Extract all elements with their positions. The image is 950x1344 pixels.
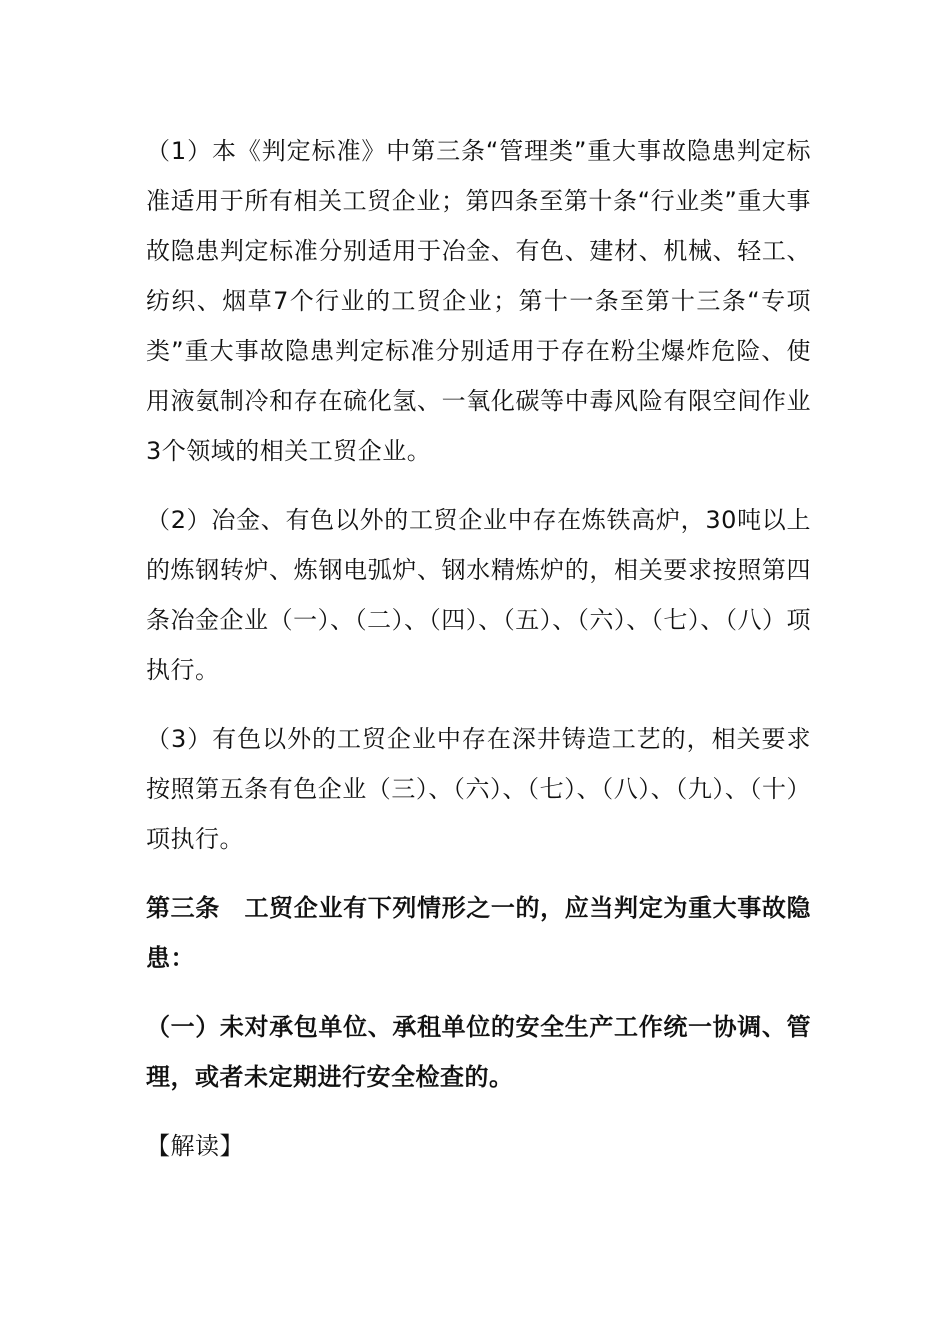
paragraph-scope-note-1: （1）本《判定标准》中第三条“管理类”重大事故隐患判定标准适用于所有相关工贸企业；第四条至第十条“行业类”重大事故隐患判定标准分别适用于冶金、有色、建材、机械、轻工、纺织、烟草7个行业的工贸企业；第十一条至第十三条“专项类”重大事故隐患判定标准分别适用于存在粉尘爆炸危险、使用液氨制冷和存在硫化氢、一氧化碳等中毒风险有限空间作业3个领域的相关工贸企业。 [146, 137, 811, 465]
article-three-item-one: （一）未对承包单位、承租单位的安全生产工作统一协调、管理，或者未定期进行安全检查的。 [146, 1013, 811, 1091]
document-body [146, 126, 811, 1190]
interpretation-label: 【解读】 [146, 1132, 244, 1160]
paragraph-scope-note-2: （2）冶金、有色以外的工贸企业中存在炼铁高炉，30吨以上的炼钢转炉、炼钢电弧炉、钢水精炼炉的，相关要求按照第四条冶金企业（一）、（二）、（四）、（五）、（六）、（七）、（八）项执行。 [146, 506, 811, 684]
article-three-heading: 第三条 工贸企业有下列情形之一的，应当判定为重大事故隐患： [146, 894, 811, 972]
paragraph-scope-note-3: （3）有色以外的工贸企业中存在深井铸造工艺的，相关要求按照第五条有色企业（三）、（六）、（七）、（八）、（九）、（十）项执行。 [146, 725, 811, 853]
